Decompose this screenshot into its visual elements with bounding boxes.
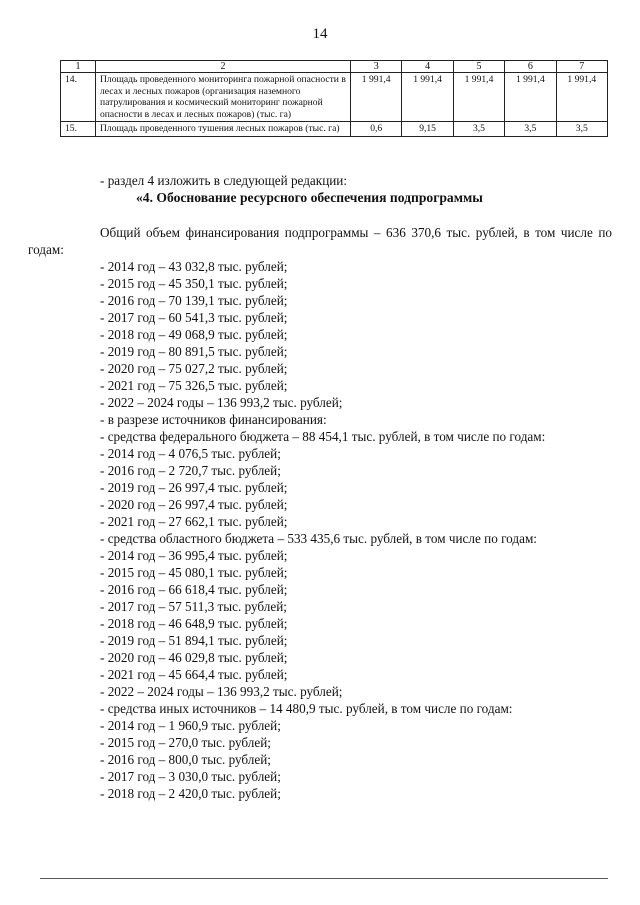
federal-paragraph: - средства федерального бюджета – 88 454,1 тыс. рублей, в том числе по годам: [100,429,546,444]
year-amount-line: - 2015 год – 45 350,1 тыс. рублей; [100,276,288,291]
year-amount-line: - 2014 год – 43 032,8 тыс. рублей; [100,259,288,274]
year-amount-line: - 2018 год – 46 648,9 тыс. рублей; [100,616,288,631]
year-amount-line: - 2021 год – 75 326,5 тыс. рублей; [100,378,288,393]
table-header-cell: 5 [453,61,504,73]
year-amount-line: - 2016 год – 2 720,7 тыс. рублей; [100,463,281,478]
indicator-value: 1 991,4 [556,73,607,122]
year-amount-line: - 2018 год – 49 068,9 тыс. рублей; [100,327,288,342]
row-number: 15. [61,122,96,137]
year-amount-line: - 2014 год – 1 960,9 тыс. рублей; [100,718,281,733]
year-amount-line: - 2018 год – 2 420,0 тыс. рублей; [100,786,281,801]
table-header-cell: 7 [556,61,607,73]
year-amount-line: - 2020 год – 46 029,8 тыс. рублей; [100,650,288,665]
table-header-cell: 2 [96,61,351,73]
year-amount-line: - 2015 год – 45 080,1 тыс. рублей; [100,565,288,580]
other-paragraph: - средства иных источников – 14 480,9 тыс. рублей, в том числе по годам: [100,701,513,716]
year-amount-line: - 2019 год – 51 894,1 тыс. рублей; [100,633,288,648]
year-amount-line: - 2016 год – 70 139,1 тыс. рублей; [100,293,288,308]
indicator-value: 3,5 [453,122,504,137]
indicators-table [60,60,608,137]
year-amount-line: - 2014 год – 4 076,5 тыс. рублей; [100,446,281,461]
year-amount-line: - 2020 год – 75 027,2 тыс. рублей; [100,361,288,376]
table-header-row [61,61,608,73]
year-amount-line: - 2016 год – 66 618,4 тыс. рублей; [100,582,288,597]
indicator-value: 3,5 [505,122,556,137]
year-amount-line: - 2015 год – 270,0 тыс. рублей; [100,735,271,750]
sources-intro: - в разрезе источников финансирования: [100,412,327,427]
indicator-value: 1 991,4 [505,73,556,122]
table-header-cell: 4 [402,61,453,73]
year-amount-line: - 2017 год – 3 030,0 тыс. рублей; [100,769,281,784]
year-amount-line: - 2022 – 2024 годы – 136 993,2 тыс. рублей; [100,395,343,410]
indicator-value: 1 991,4 [351,73,402,122]
federal-years-list [100,445,612,530]
indicator-value: 1 991,4 [402,73,453,122]
indicator-name: Площадь проведенного мониторинга пожарной опасности в лесах и лесных пожаров (организация наземного патрулирования и космический мониторинг пожарной опасности в лесах и лесных пожаров) (тыс. га) [96,73,351,122]
regional-years-list [100,547,612,700]
row-number: 14. [61,73,96,122]
year-amount-line: - 2021 год – 45 664,4 тыс. рублей; [100,667,288,682]
regional-paragraph: - средства областного бюджета – 533 435,6 тыс. рублей, в том числе по годам: [100,531,537,546]
year-amount-line: - 2016 год – 800,0 тыс. рублей; [100,752,271,767]
document-body [28,172,612,802]
table-row [61,122,608,137]
total-years-list [100,258,612,411]
year-amount-line: - 2022 – 2024 годы – 136 993,2 тыс. рублей; [100,684,343,699]
table-header-cell: 3 [351,61,402,73]
indicator-value: 9,15 [402,122,453,137]
indicator-value: 0,6 [351,122,402,137]
section-heading: «4. Обоснование ресурсного обеспечения подпрограммы [136,190,483,205]
page-number: 14 [312,26,328,42]
indicator-value: 3,5 [556,122,607,137]
table-header-cell: 1 [61,61,96,73]
year-amount-line: - 2021 год – 27 662,1 тыс. рублей; [100,514,288,529]
other-years-list [100,717,612,802]
indicator-value: 1 991,4 [453,73,504,122]
table-header-cell: 6 [505,61,556,73]
table-row [61,73,608,122]
indicator-name: Площадь проведенного тушения лесных пожаров (тыс. га) [96,122,351,137]
year-amount-line: - 2017 год – 60 541,3 тыс. рублей; [100,310,288,325]
year-amount-line: - 2019 год – 26 997,4 тыс. рублей; [100,480,288,495]
footer-divider [40,878,608,879]
year-amount-line: - 2019 год – 80 891,5 тыс. рублей; [100,344,288,359]
year-amount-line: - 2017 год – 57 511,3 тыс. рублей; [100,599,287,614]
year-amount-line: - 2014 год – 36 995,4 тыс. рублей; [100,548,288,563]
year-amount-line: - 2020 год – 26 997,4 тыс. рублей; [100,497,288,512]
intro-line: - раздел 4 изложить в следующей редакции: [100,173,348,188]
total-paragraph: Общий объем финансирования подпрограммы – 636 370,6 тыс. рублей, в том числе по годам: [28,225,612,257]
